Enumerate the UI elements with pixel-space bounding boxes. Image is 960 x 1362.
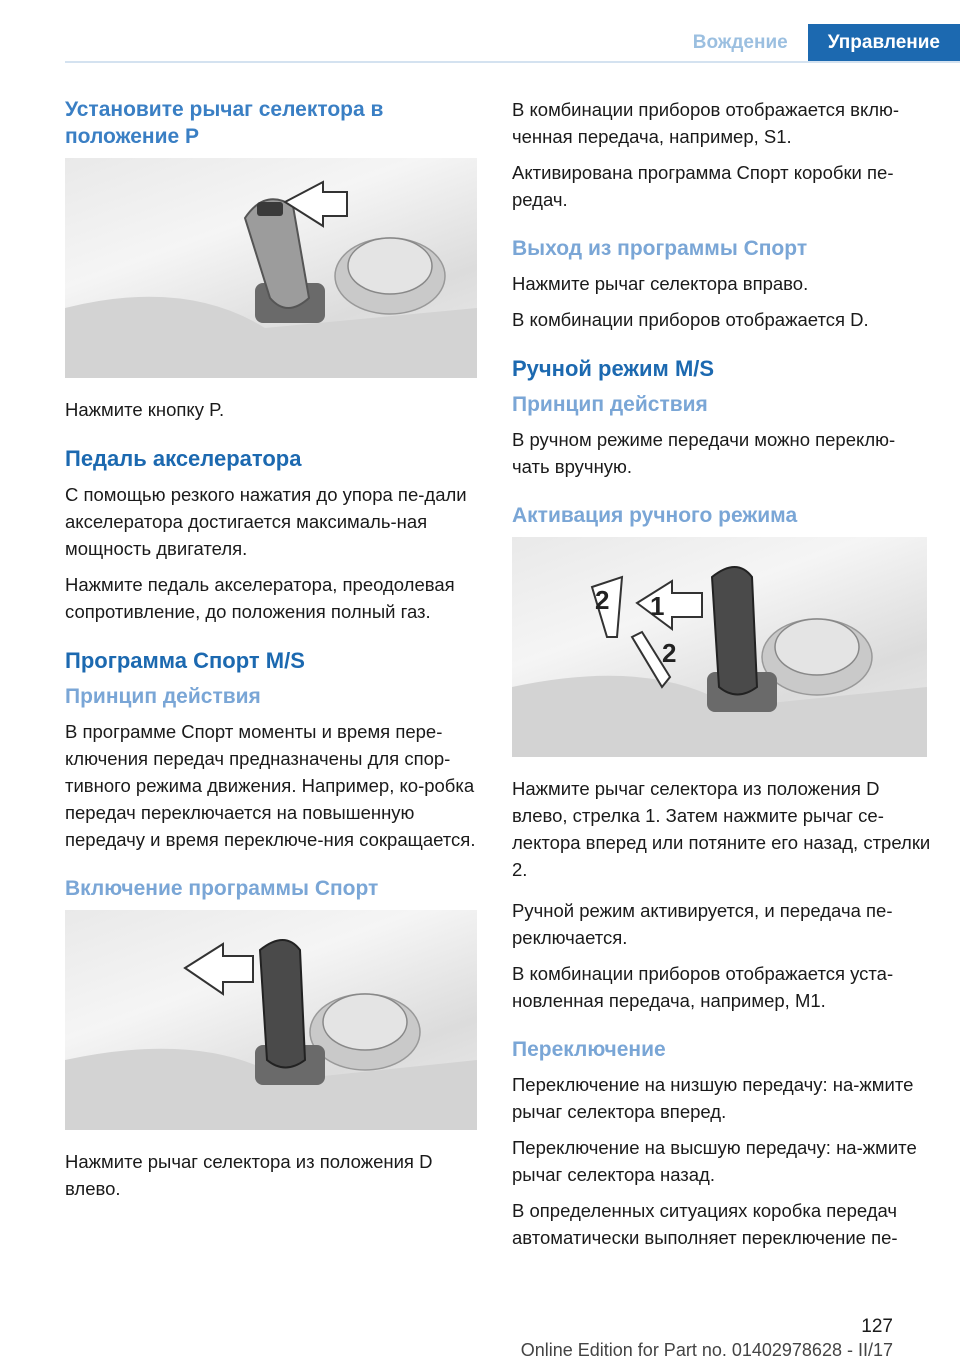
tab-controls[interactable]: Управление [808,24,960,62]
edition-note: Online Edition for Part no. 01402978628 - II/17 [520,1340,893,1360]
text-exit-2: В комбинации приборов отображается D. [512,309,869,330]
heading-selector-p: Установите рычаг селектора в положение P [65,98,384,148]
text-cluster-s1: В комбинации приборов отображается вклю-ченная передача, например, S1. [512,99,900,147]
heading-sport-principle: Принцип действия [65,685,261,708]
text-accelerator-1: С помощью резкого нажатия до упора пе-дали акселератора достигается максималь-ная мощность двигателя. [65,484,467,559]
heading-sport-exit: Выход из программы Спорт [512,237,808,260]
text-press-p: Нажмите кнопку P. [65,399,225,420]
text-cluster-m1: В комбинации приборов отображается уста-новленная передача, например, M1. [512,963,894,1011]
page-number: 127 [861,1316,893,1337]
text-shift-up: Переключение на высшую передачу: на-жмите рычаг селектора назад. [512,1137,917,1185]
arrow-label-1: 1 [650,591,665,621]
text-shift-down: Переключение на низшую передачу: на-жмите рычаг селектора вперед. [512,1074,914,1122]
arrow-label-2a: 2 [595,585,610,615]
text-sport-activated: Активирована программа Спорт коробки пе-редач. [512,162,894,210]
text-accelerator-2: Нажмите педаль акселератора, преодолевая сопротивление, до положения полный газ. [65,574,455,622]
heading-manual-mode: Ручной режим M/S [512,356,715,381]
header-divider [65,61,960,63]
heading-accelerator: Педаль акселератора [65,446,302,471]
tab-driving[interactable]: Вождение [673,24,808,62]
gear-lever-illustration [512,537,927,757]
right-column [512,96,932,1260]
gear-lever-illustration [65,910,477,1130]
figure-selector-press-p [65,158,477,378]
heading-manual-principle: Принцип действия [512,393,708,416]
arrow-left-icon [185,944,253,994]
heading-sport-on: Включение программы Спорт [65,877,379,900]
header-tab-bar [673,24,960,62]
arrow-left-icon [637,581,702,629]
gear-lever-illustration [65,158,477,378]
text-exit-1: Нажмите рычаг селектора вправо. [512,273,809,294]
text-auto-shift: В определенных ситуациях коробка передач автоматически выполняет переключение пе- [512,1200,898,1248]
text-manual-principle: В ручном режиме передачи можно переклю-чать вручную. [512,429,896,477]
figure-sport-on [65,910,477,1130]
text-manual-active: Ручной режим активируется, и передача пе-реключается. [512,900,893,948]
heading-manual-on: Активация ручного режима [512,504,798,527]
text-sport-on: Нажмите рычаг селектора из положения D влево. [65,1151,433,1199]
heading-sport-program: Программа Спорт M/S [65,648,305,673]
heading-shift: Переключение [512,1038,666,1061]
left-column [65,96,485,1211]
arrow-label-2b: 2 [662,638,677,668]
text-manual-on: Нажмите рычаг селектора из положения D влево, стрелка 1. Затем нажмите рычаг се-лектора вперед или потяните его назад, стрелки 2. [512,778,931,880]
text-sport-principle: В программе Спорт моменты и время пере-ключения передач предназначены для спор-тивного режима движения. Например, ко-робка передач переключается на повышенную передачу и время переключе-ния сокращается. [65,721,476,850]
figure-manual-on [512,537,927,757]
